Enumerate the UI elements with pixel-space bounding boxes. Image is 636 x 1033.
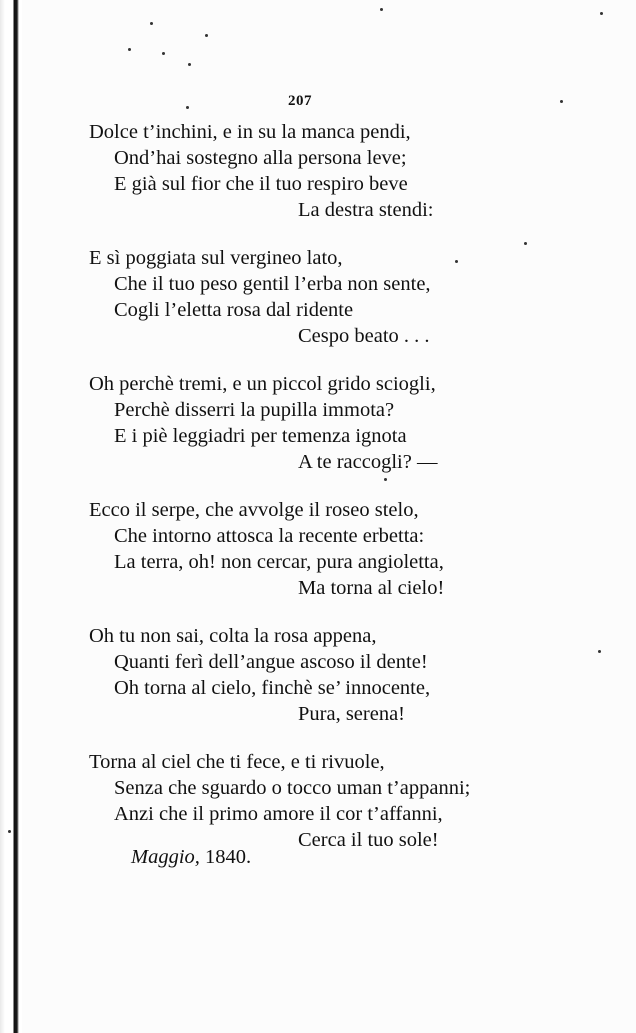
verse-line: Pura, serena! <box>298 703 406 725</box>
stanza <box>0 371 636 475</box>
print-speck <box>150 22 153 25</box>
stanza <box>0 497 636 601</box>
verse-line: E sì poggiata sul vergineo lato, <box>89 247 343 269</box>
print-speck <box>128 48 131 51</box>
verse-line: Ma torna al cielo! <box>298 577 445 599</box>
verse-line: Ond’hai sostegno alla persona leve; <box>114 147 407 169</box>
stanza <box>0 749 636 853</box>
verse-line: Che intorno attosca la recente erbetta: <box>114 525 425 547</box>
stanza <box>0 623 636 727</box>
verse-line: A te raccogli? — <box>298 451 438 473</box>
poem-date <box>131 846 251 869</box>
verse-line: E i piè leggiadri per temenza ignota <box>114 425 407 447</box>
stanza <box>0 245 636 349</box>
date-year: 1840. <box>205 846 252 868</box>
print-speck <box>205 34 208 37</box>
verse-line: La terra, oh! non cercar, pura angioletta, <box>114 551 444 573</box>
stanza <box>0 119 636 223</box>
print-speck <box>380 8 383 11</box>
verse-line: Dolce t’inchini, e in su la manca pendi, <box>89 121 411 143</box>
print-speck <box>188 63 191 66</box>
verse-line: Ecco il serpe, che avvolge il roseo stelo, <box>89 499 419 521</box>
verse-line: Perchè disserri la pupilla immota? <box>114 399 395 421</box>
date-month: Maggio, <box>131 846 200 868</box>
print-speck <box>600 12 603 15</box>
verse-line: Anzi che il primo amore il cor t’affanni, <box>114 803 443 825</box>
verse-line: Cogli l’eletta rosa dal ridente <box>114 299 354 321</box>
verse-line: Torna al ciel che ti fece, e ti rivuole, <box>89 751 385 773</box>
print-speck <box>162 52 165 55</box>
verse-line: Oh perchè tremi, e un piccol grido sciogli, <box>89 373 436 395</box>
verse-line: Oh tu non sai, colta la rosa appena, <box>89 625 377 647</box>
poem <box>0 119 636 875</box>
page-number: 207 <box>288 93 312 109</box>
verse-line: Cerca il tuo sole! <box>298 829 439 851</box>
verse-line: E già sul fior che il tuo respiro beve <box>114 173 408 195</box>
verse-line: Quanti ferì dell’angue ascoso il dente! <box>114 651 428 673</box>
verse-line: Senza che sguardo o tocco uman t’appanni; <box>114 777 471 799</box>
verse-line: Cespo beato . . . <box>298 325 430 347</box>
verse-line: La destra stendi: <box>298 199 434 221</box>
verse-line: Oh torna al cielo, finchè se’ innocente, <box>114 677 431 699</box>
verse-line: Che il tuo peso gentil l’erba non sente, <box>114 273 431 295</box>
